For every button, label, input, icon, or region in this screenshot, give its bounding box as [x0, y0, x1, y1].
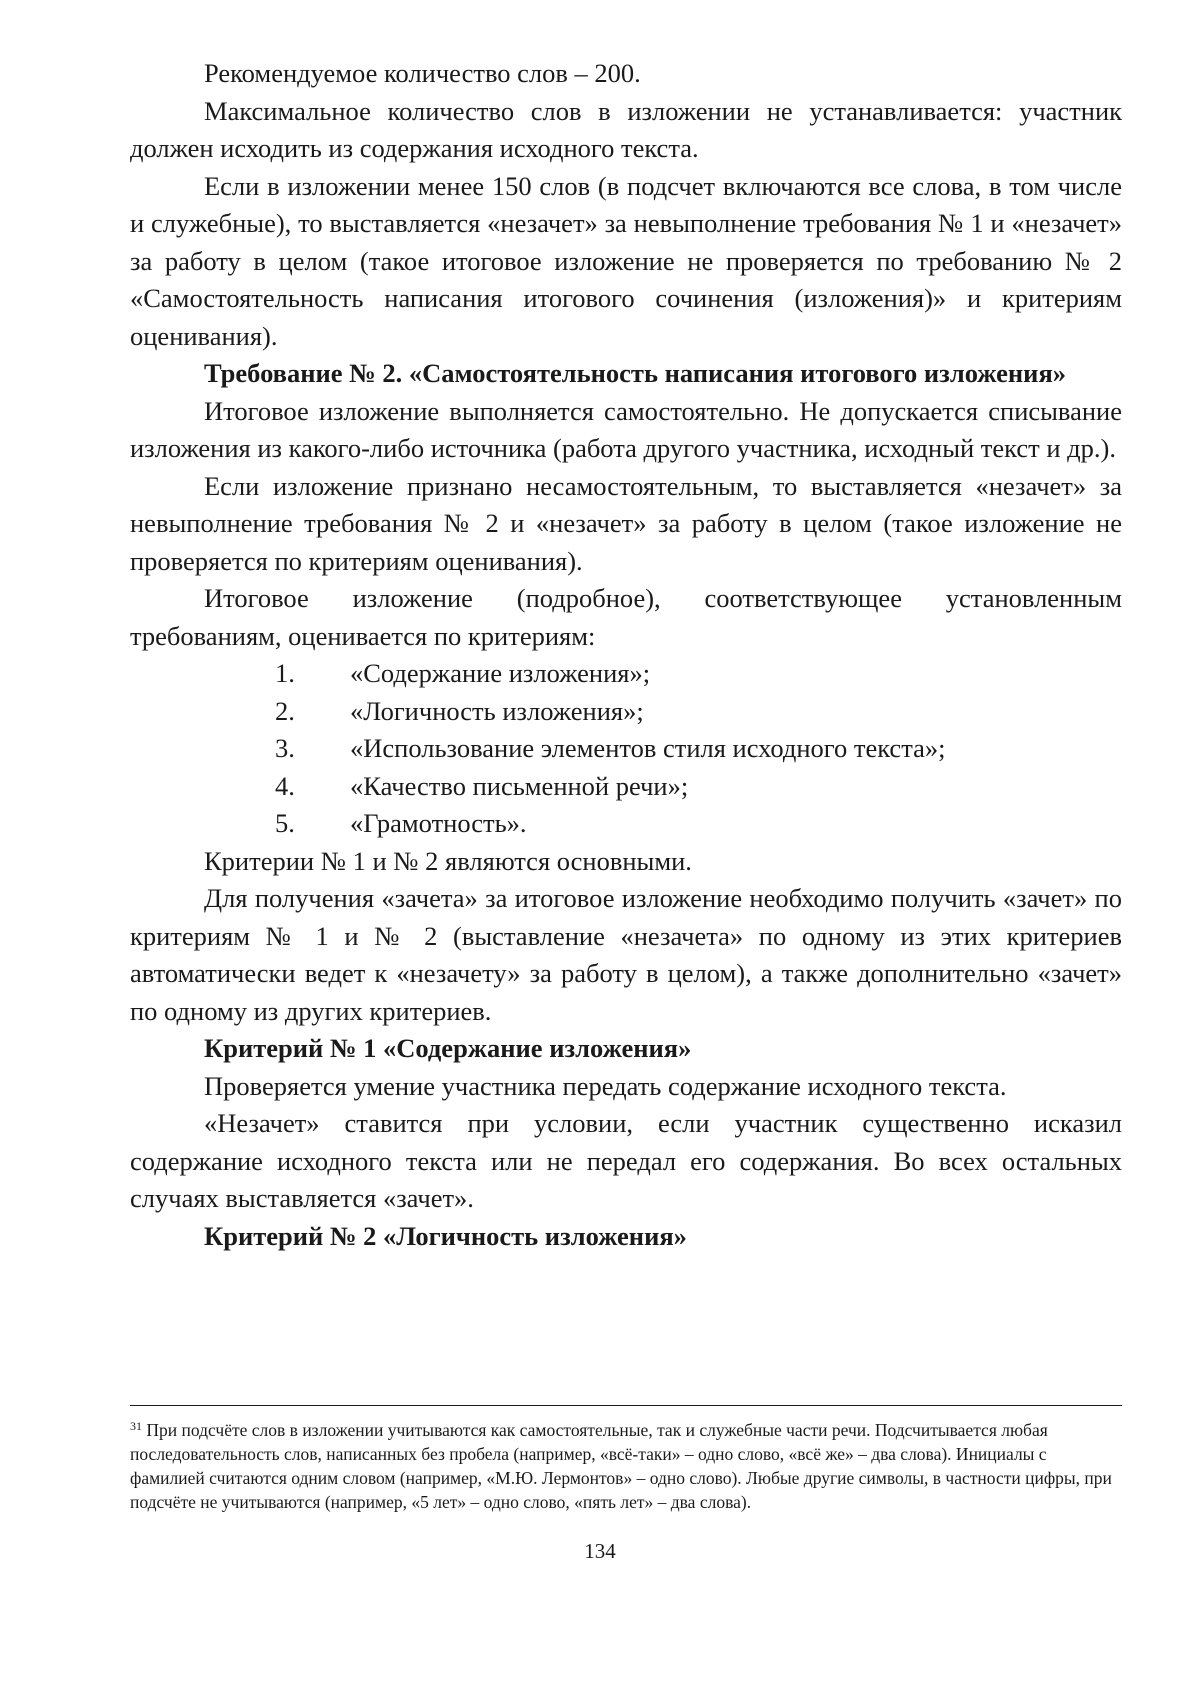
footnote-text: При подсчёте слов в изложении учитываются как самостоятельные, так и служебные части речи. Подсчитывается любая последовательность слов, написанных без пробела (например, «всё-таки» – одно слово, «всё же» – два слова). Инициалы с фамилией считаются одним словом (например, «М.Ю. Лермонтов» – одно слово). Любые другие символы, в частности цифры, при подсчёте не учитываются (например, «5 лет» – одно слово, «пять лет» – два слова). — [130, 1420, 1112, 1512]
heading-requirement-2: Требование № 2. «Самостоятельность написания итогового изложения» — [204, 358, 1067, 388]
criteria-list — [130, 655, 1122, 843]
list-item-number: 4. — [275, 770, 295, 801]
list-item — [130, 693, 1122, 731]
paragraph-criterion-1-check: Проверяется умение участника передать содержание исходного текста. — [204, 1070, 1007, 1101]
paragraph-criteria-intro: Итоговое изложение (подробное), соответствующее установленным требованиям, оценивается по критериям: — [130, 583, 1122, 651]
list-item-text: «Грамотность». — [350, 808, 527, 838]
paragraph-not-independent: Если изложение признано несамостоятельным, то выставляется «незачет» за невыполнение требования № 2 и «незачет» за работу в целом (такое изложение не проверяется по критериям оценивания). — [130, 470, 1122, 576]
list-item — [130, 768, 1122, 806]
page-number: 134 — [584, 1539, 616, 1563]
list-item-number: 5. — [275, 808, 295, 838]
paragraph-criterion-1-fail: «Незачет» ставится при условии, если участник существенно исказил содержание исходного текста или не передал его содержания. Во всех остальных случаях выставляется «зачет». — [130, 1108, 1122, 1213]
list-item-text: «Содержание изложения»; — [350, 658, 651, 688]
list-item — [130, 730, 1122, 768]
list-item-text: «Использование элементов стиля исходного текста»; — [350, 733, 946, 763]
document-body — [130, 55, 1122, 1255]
paragraph-pass-conditions: Для получения «зачета» за итоговое изложение необходимо получить «зачет» по критериям № 1 и № 2 (выставление «незачета» по одному из этих критериев автоматически ведет к «незачету» за работу в целом), а также дополнительно «зачет» по одному из других критериев. — [130, 883, 1122, 1026]
footnote-marker: 31 — [130, 1419, 142, 1433]
list-item — [130, 655, 1122, 693]
list-item-number: 1. — [275, 658, 295, 688]
list-item-text: «Логичность изложения»; — [350, 695, 644, 726]
footnote — [130, 1418, 1122, 1514]
list-item — [130, 805, 1122, 843]
heading-criterion-1: Критерий № 1 «Содержание изложения» — [204, 1033, 692, 1063]
list-item-text: «Качество письменной речи»; — [350, 770, 689, 801]
paragraph-under-150: Если в изложении менее 150 слов (в подсчет включаются все слова, в том числе и служебные), то выставляется «незачет» за невыполнение требования № 1 и «незачет» за работу в целом (такое итоговое изложение не проверяется по требованию № 2 «Самостоятельность написания итогового сочинения (изложения)» и критериям оценивания). — [130, 170, 1122, 351]
paragraph-recommended-count: Рекомендуемое количество слов – 200. — [204, 58, 641, 88]
paragraph-main-criteria: Критерии № 1 и № 2 являются основными. — [204, 845, 692, 876]
list-item-number: 2. — [275, 695, 295, 726]
footnote-divider — [130, 1405, 1122, 1406]
heading-criterion-2: Критерий № 2 «Логичность изложения» — [204, 1220, 687, 1251]
paragraph-independent: Итоговое изложение выполняется самостоятельно. Не допускается списывание изложения из какого-либо источника (работа другого участника, исходный текст и др.). — [130, 395, 1122, 463]
paragraph-max-count: Максимальное количество слов в изложении не устанавливается: участник должен исходить из содержания исходного текста. — [130, 95, 1122, 163]
list-item-number: 3. — [275, 733, 295, 763]
